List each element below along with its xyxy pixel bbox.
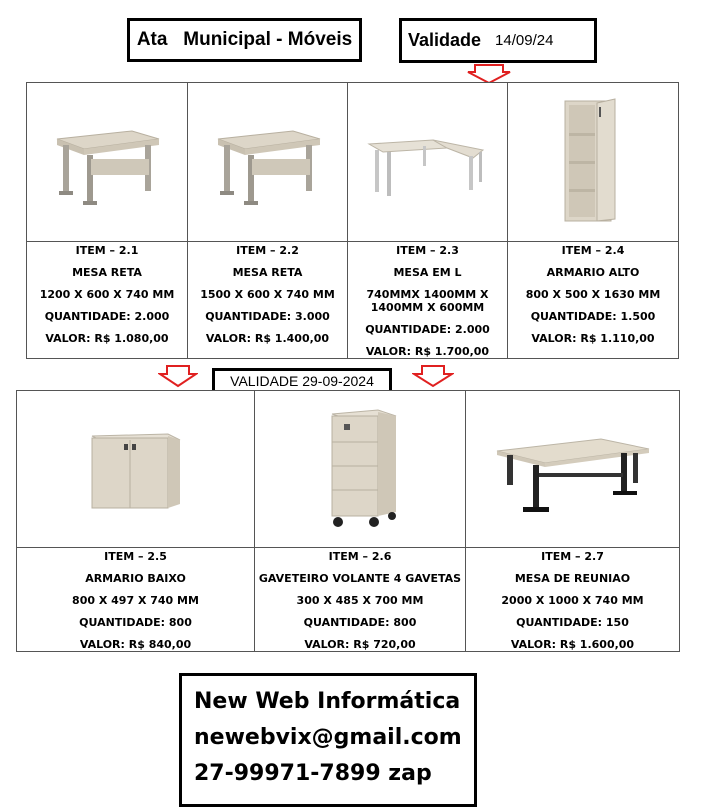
product-image	[27, 83, 187, 242]
item-number: ITEM – 2.2	[236, 244, 299, 257]
item-size: 800 X 497 X 740 MM	[72, 594, 199, 607]
low-cabinet-icon	[76, 424, 196, 514]
drawer-unit-icon	[310, 404, 410, 534]
item-number: ITEM – 2.3	[396, 244, 459, 257]
item-price: VALOR: R$ 1.700,00	[365, 345, 490, 358]
l-desk-icon	[363, 122, 493, 202]
product-card	[255, 391, 466, 651]
item-name: MESA RETA	[72, 266, 142, 279]
item-name: MESA RETA	[232, 266, 303, 279]
product-info	[188, 242, 347, 345]
tall-cabinet-icon	[553, 97, 633, 227]
product-row-1	[26, 82, 679, 359]
product-image	[188, 83, 347, 242]
product-info	[466, 548, 679, 651]
item-price: VALOR: R$ 1.400,00	[205, 332, 330, 345]
item-name: MESA EM L	[393, 266, 462, 279]
product-info	[27, 242, 187, 345]
item-size: 740MMX 1400MM X	[366, 288, 489, 301]
validity-box	[399, 18, 597, 63]
item-quantity: QUANTIDADE: 800	[303, 616, 417, 629]
down-arrow-icon	[158, 364, 198, 388]
product-image	[17, 391, 254, 548]
product-image	[255, 391, 465, 548]
item-size: 300 X 485 X 700 MM	[296, 594, 424, 607]
item-quantity: QUANTIDADE: 1.500	[530, 310, 656, 323]
item-size: 2000 X 1000 X 740 MM	[501, 594, 644, 607]
company-name: New Web Informática	[194, 689, 461, 714]
title-box	[127, 18, 362, 62]
down-arrow-icon	[412, 364, 454, 388]
product-info	[508, 242, 678, 345]
contact-box	[179, 673, 477, 807]
product-info	[17, 548, 254, 651]
validity-date: 14/09/24	[495, 32, 554, 49]
down-arrow-icon	[466, 64, 512, 84]
item-name: GAVETEIRO VOLANTE 4 GAVETAS	[258, 572, 462, 585]
product-card	[466, 391, 679, 651]
item-quantity: QUANTIDADE: 2.000	[44, 310, 170, 323]
item-name: MESA DE REUNIAO	[514, 572, 631, 585]
contact-phone: 27-99971-7899 zap	[194, 761, 432, 786]
item-price: VALOR: R$ 1.080,00	[45, 332, 169, 345]
item-size: 800 X 500 X 1630 MM	[525, 288, 661, 301]
product-card	[348, 83, 508, 358]
item-name: ARMARIO ALTO	[546, 266, 640, 279]
item-quantity: QUANTIDADE: 2.000	[365, 323, 490, 336]
product-image	[466, 391, 679, 548]
item-price: VALOR: R$ 840,00	[79, 638, 192, 651]
product-card	[508, 83, 678, 358]
product-info	[348, 242, 507, 358]
item-quantity: QUANTIDADE: 3.000	[205, 310, 330, 323]
page-title: Ata Municipal - Móveis	[136, 29, 353, 50]
item-price: VALOR: R$ 720,00	[304, 638, 416, 651]
item-size: 1400MM X 600MM	[370, 301, 485, 314]
item-size: 1500 X 600 X 740 MM	[200, 288, 335, 301]
desk-icon	[208, 117, 328, 207]
item-number: ITEM – 2.5	[104, 550, 167, 563]
item-quantity: QUANTIDADE: 800	[79, 616, 192, 629]
validity-2-text: VALIDADE 29-09-2024	[230, 372, 374, 389]
product-info	[255, 548, 465, 651]
item-price: VALOR: R$ 1.600,00	[510, 638, 635, 651]
item-number: ITEM – 2.6	[328, 550, 392, 563]
item-number: ITEM – 2.4	[561, 244, 625, 257]
item-number: ITEM – 2.1	[75, 244, 139, 257]
product-card	[188, 83, 348, 358]
item-quantity: QUANTIDADE: 150	[516, 616, 629, 629]
product-image	[348, 83, 507, 242]
item-name: ARMARIO BAIXO	[85, 572, 186, 585]
item-price: VALOR: R$ 1.110,00	[531, 332, 655, 345]
item-number: ITEM – 2.7	[541, 550, 604, 563]
item-size: 1200 X 600 X 740 MM	[39, 288, 175, 301]
product-card	[27, 83, 188, 358]
product-image	[508, 83, 678, 242]
contact-email: newebvix@gmail.com	[194, 725, 462, 750]
desk-icon	[47, 117, 167, 207]
validity-label: Validade	[408, 30, 482, 50]
product-card	[17, 391, 255, 651]
product-row-2	[16, 390, 680, 652]
meeting-table-icon	[493, 419, 653, 519]
